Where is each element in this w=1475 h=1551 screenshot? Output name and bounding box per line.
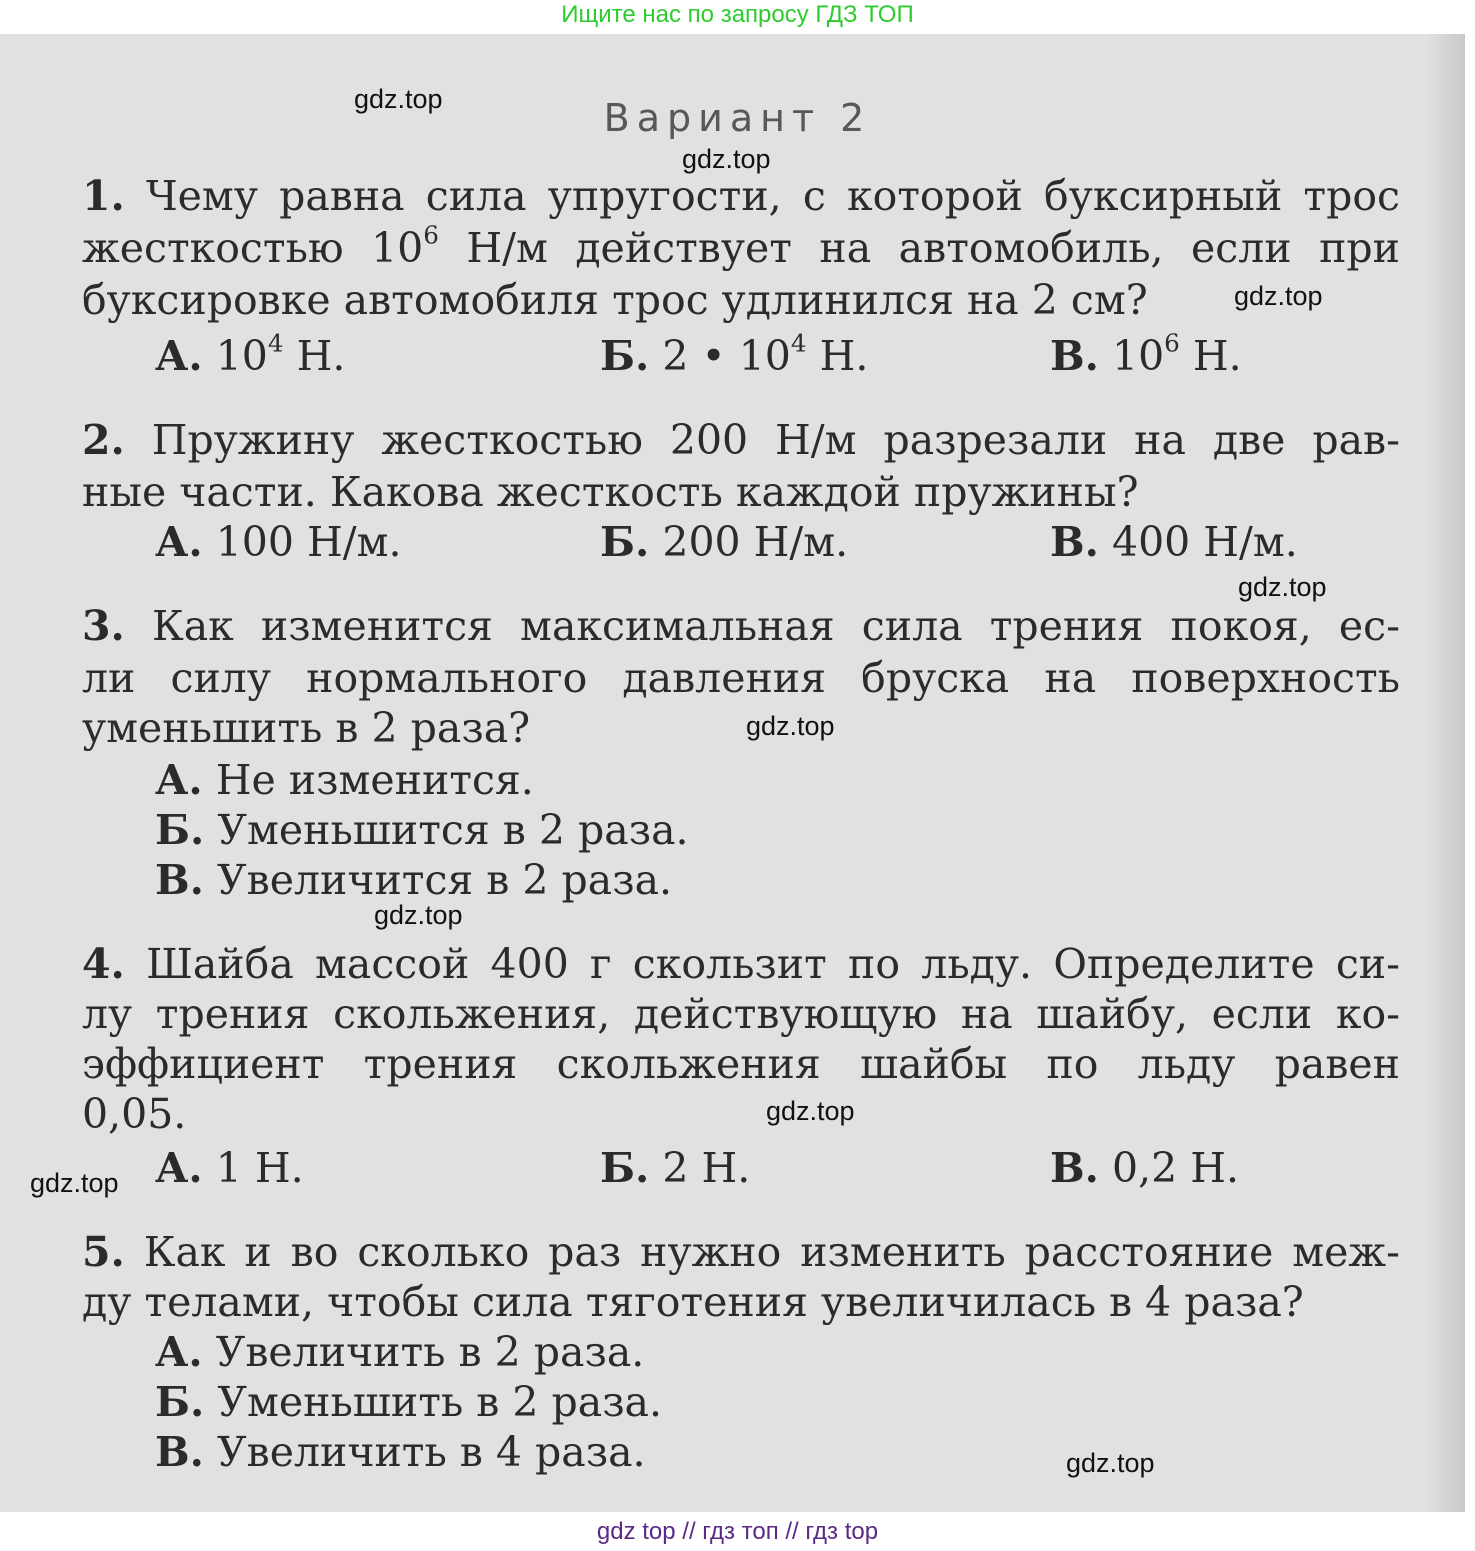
q1-option-a: А. $10^4$ Н. — [155, 328, 346, 380]
q4-line-4: 0,05. — [82, 1090, 187, 1138]
watermark: gdz.top — [1234, 281, 1323, 311]
q3-number: 3. — [82, 602, 125, 650]
watermark: gdz.top — [30, 1168, 119, 1198]
q1-line-2: жесткостью $10^6$ Н/м действует на автомобиль, если при — [82, 220, 1400, 272]
q2-option-b: Б. 200 Н/м. — [600, 518, 849, 566]
watermark: gdz.top — [746, 711, 835, 741]
q5-option-c: В. Увеличить в 4 раза. — [155, 1428, 646, 1476]
q4-number: 4. — [82, 940, 125, 988]
q5-option-a: А. Увеличить в 2 раза. — [155, 1328, 645, 1376]
q2-option-a: А. 100 Н/м. — [155, 518, 402, 566]
textbook-page — [0, 34, 1465, 1512]
q4-line-2: лу трения скольжения, действующую на шайбу, если ко- — [82, 990, 1400, 1038]
q1-option-c: В. $10^6$ Н. — [1050, 328, 1242, 380]
top-banner: Ищите нас по запросу ГДЗ ТОП — [561, 1, 914, 28]
q2-option-c: В. 400 Н/м. — [1050, 518, 1298, 566]
watermark: gdz.top — [766, 1096, 855, 1126]
q1-line-1: 1. Чему равна сила упругости, с которой буксирный трос — [82, 172, 1400, 220]
q5-line-1: 5. Как и во сколько раз нужно изменить расстояние меж- — [82, 1228, 1400, 1276]
q1-option-b: Б. 2 • $10^4$ Н. — [600, 328, 869, 380]
q1-number: 1. — [82, 172, 125, 220]
q2-line-1: 2. Пружину жесткостью 200 Н/м разрезали на две рав- — [82, 416, 1400, 464]
q4-option-c: В. 0,2 Н. — [1050, 1144, 1240, 1192]
q4-option-a: А. 1 Н. — [155, 1144, 304, 1192]
watermark: gdz.top — [682, 144, 771, 174]
watermark: gdz.top — [354, 84, 443, 114]
q1-line-3: буксировке автомобиля трос удлинился на 2 см? — [82, 276, 1148, 324]
bottom-banner: gdz top // гдз топ // гдз top — [596, 1518, 879, 1545]
watermark: gdz.top — [374, 900, 463, 930]
q3-line-3: уменьшить в 2 раза? — [82, 704, 531, 752]
q3-line-2: ли силу нормального давления бруска на поверхность — [82, 654, 1400, 702]
q5-option-b: Б. Уменьшить в 2 раза. — [155, 1378, 663, 1426]
q3-option-b: Б. Уменьшится в 2 раза. — [155, 806, 689, 854]
q3-option-a: А. Не изменится. — [155, 756, 534, 804]
q3-line-1: 3. Как изменится максимальная сила трения покоя, ес- — [82, 602, 1400, 650]
q2-number: 2. — [82, 416, 125, 464]
watermark: gdz.top — [1238, 572, 1327, 602]
q4-line-3: эффициент трения скольжения шайбы по льду равен — [82, 1040, 1400, 1088]
watermark: gdz.top — [1066, 1448, 1155, 1478]
q4-option-b: Б. 2 Н. — [600, 1144, 751, 1192]
variant-title: Вариант 2 — [603, 96, 872, 140]
q3-option-c: В. Увеличится в 2 раза. — [155, 856, 673, 904]
q5-line-2: ду телами, чтобы сила тяготения увеличилась в 4 раза? — [82, 1278, 1304, 1326]
q4-line-1: 4. Шайба массой 400 г скользит по льду. Определите си- — [82, 940, 1400, 988]
q2-line-2: ные части. Какова жесткость каждой пружины? — [82, 468, 1139, 516]
q5-number: 5. — [82, 1228, 125, 1276]
